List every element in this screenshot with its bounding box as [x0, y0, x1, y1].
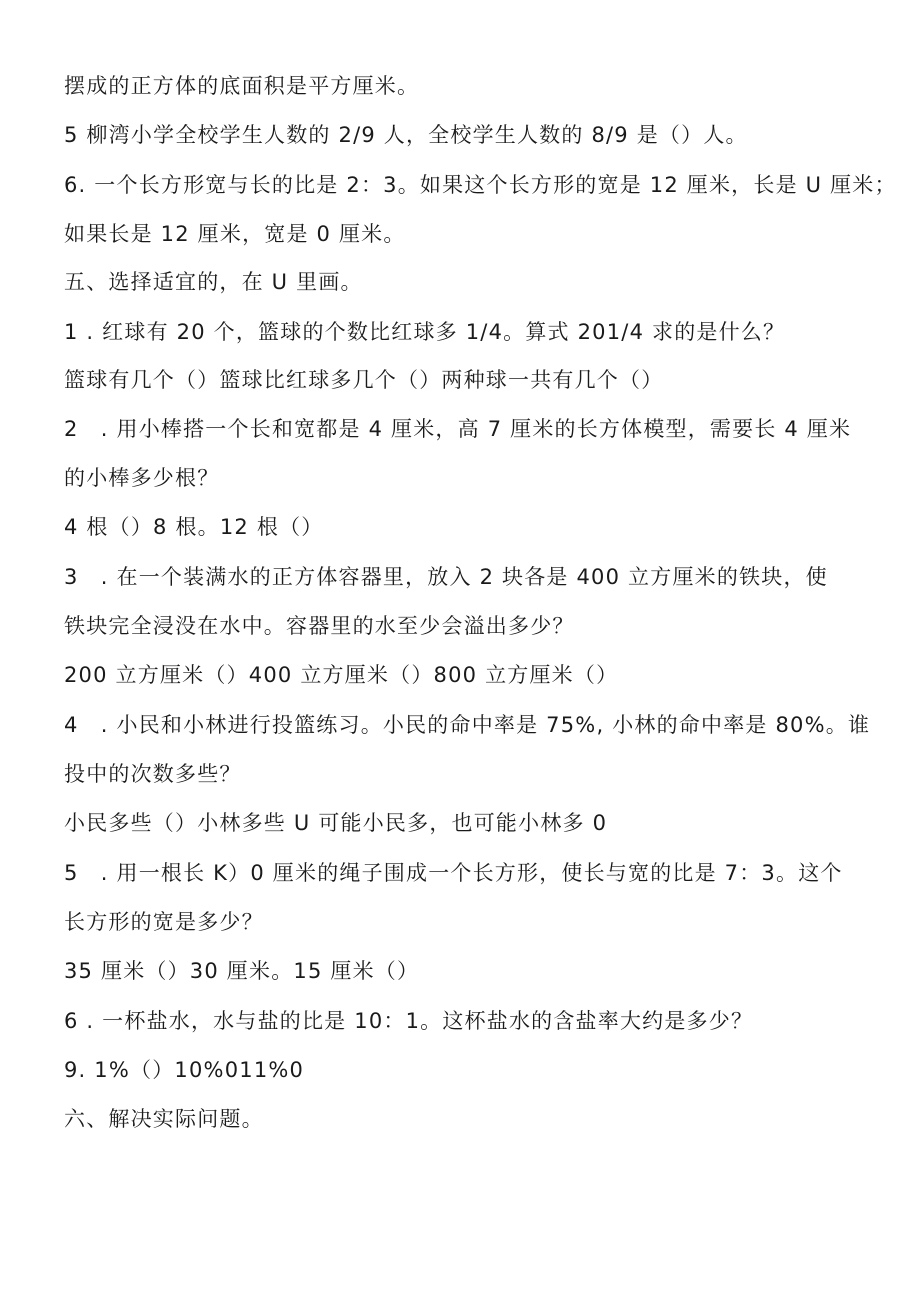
- text-line-2: 5 柳湾小学全校学生人数的 2/9 人，全校学生人数的 8/9 是（）人。: [64, 123, 748, 147]
- text-line-4: 如果长是 12 厘米，宽是 0 厘米。: [64, 222, 406, 246]
- question-3-cont: 铁块完全浸没在水中。容器里的水至少会溢出多少？: [64, 614, 575, 638]
- options-3: 200 立方厘米（）400 立方厘米（）800 立方厘米（）: [64, 663, 619, 687]
- question-2: 2 . 用小棒搭一个长和宽都是 4 厘米，高 7 厘米的长方体模型，需要长 4 厘米: [64, 417, 852, 441]
- question-6: 6 . 一杯盐水，水与盐的比是 10：1。这杯盐水的含盐率大约是多少？: [64, 1009, 754, 1033]
- question-4: 4 . 小民和小林进行投篮练习。小民的命中率是 75%, 小林的命中率是 80%。谁: [64, 713, 871, 737]
- question-4-cont: 投中的次数多些？: [64, 762, 242, 786]
- section-heading-6: 六、解决实际问题。: [64, 1107, 264, 1131]
- question-1: 1 . 红球有 20 个，篮球的个数比红球多 1/4。算式 201/4 求的是什么？: [64, 320, 786, 344]
- section-heading-5: 五、选择适宜的，在 U 里画。: [64, 270, 363, 294]
- question-5: 5 . 用一根长 K）0 厘米的绳子围成一个长方形，使长与宽的比是 7：3。这个: [64, 861, 843, 885]
- question-5-cont: 长方形的宽是多少？: [64, 910, 264, 934]
- text-line-1: 摆成的正方体的底面积是平方厘米。: [64, 74, 420, 98]
- options-1: 篮球有几个（）篮球比红球多几个（）两种球一共有几个（）: [64, 368, 664, 392]
- options-5: 35 厘米（）30 厘米。15 厘米（）: [64, 959, 420, 983]
- options-6: 9. 1%（）10%011%0: [64, 1058, 305, 1082]
- question-2-cont: 的小棒多少根？: [64, 466, 220, 490]
- options-2: 4 根（）8 根。12 根（）: [64, 515, 324, 539]
- options-4: 小民多些（）小林多些 U 可能小民多，也可能小林多 0: [64, 811, 608, 835]
- text-line-3: 6. 一个长方形宽与长的比是 2：3。如果这个长方形的宽是 12 厘米，长是 U 厘米；: [64, 173, 897, 197]
- question-3: 3 . 在一个装满水的正方体容器里，放入 2 块各是 400 立方厘米的铁块，使: [64, 565, 828, 589]
